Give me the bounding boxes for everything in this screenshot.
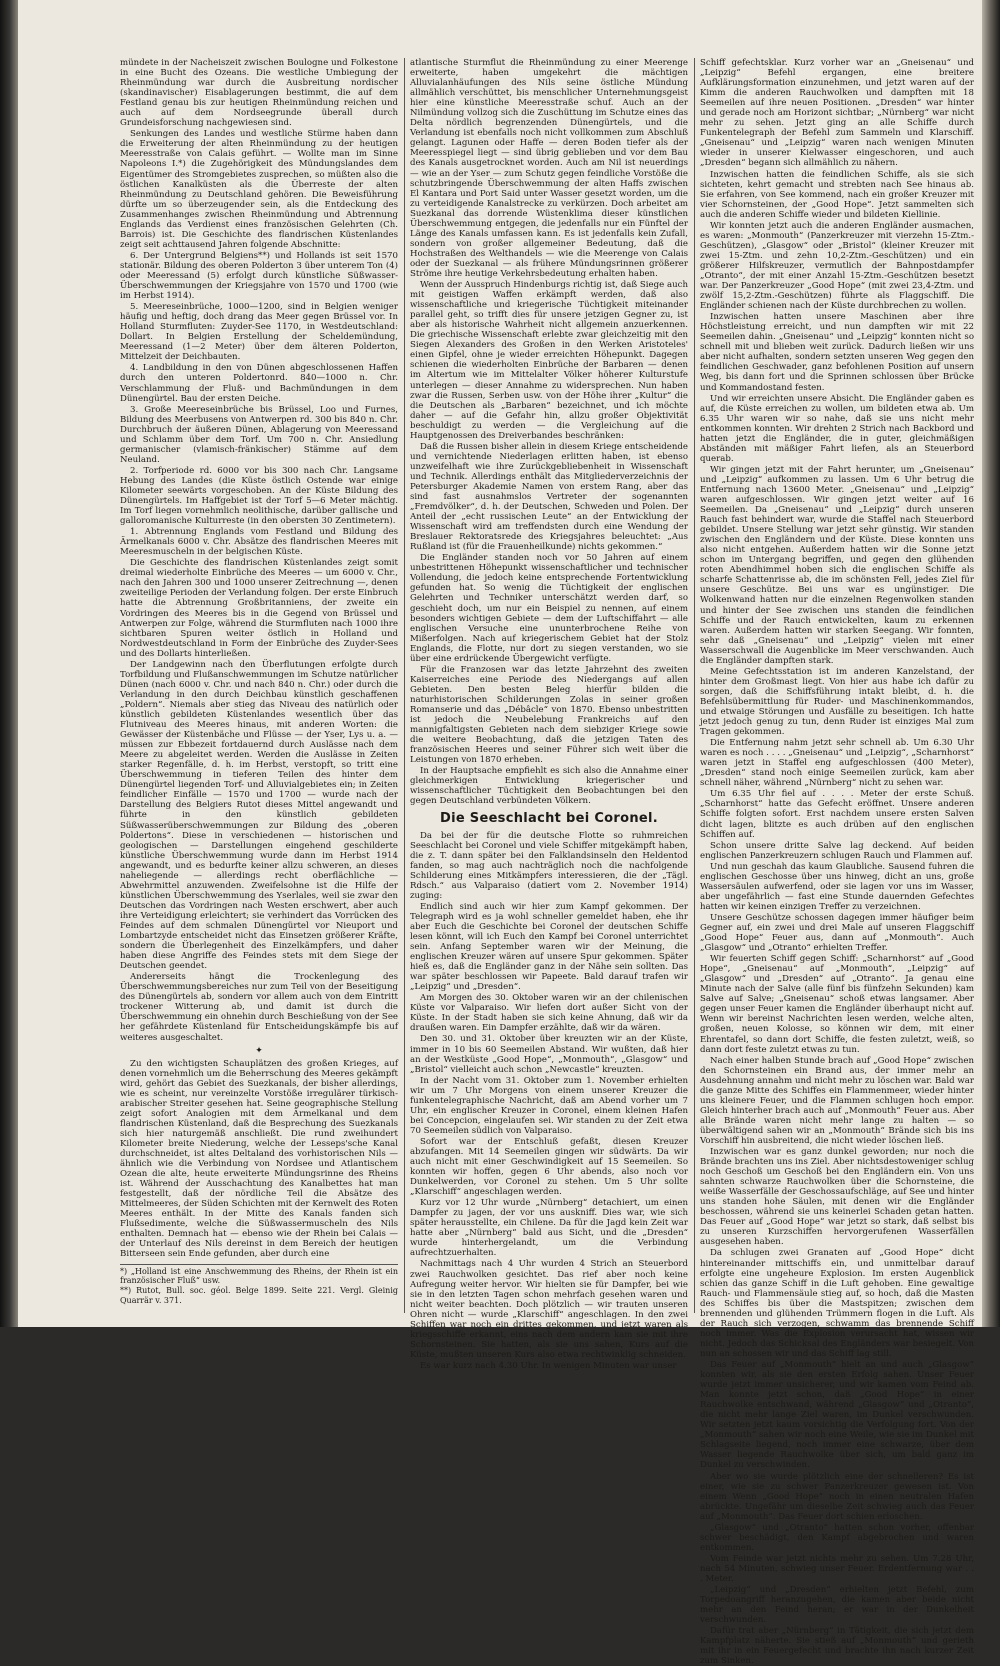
paragraph: Wir konnten jetzt auch die anderen Engländer ausmachen, es waren: „Monmouth“ (Panzerkreuzer mit vierzehn 15-Ztm.-Geschützen), „Glasgow“ oder „Bristol“ (kleiner Kreuzer mit zwei 15-Ztm. und zehn 10,2-Ztm.-Geschützen) und ein größerer Hilfskreuzer, vermutlich der Bahnpostdampfer „Otranto“, der mit einer Anzahl 15-Ztm.-Geschützen besetzt war. Der Panzerkreuzer „Good Hope“ (mit zwei 23,4-Ztm. und zwölf 15,2-Ztm.-Geschützen) führte als Flaggschiff. Die Engländer schienen nach der Küste durchbrechen zu wollen. xyxy=(700,220,974,312)
newspaper-page xyxy=(18,0,982,1666)
paragraph: Aber wo sie wurde plötzlich eine der schnelleren? Es ist einer, wie sie zu schwer Panzerkreuzer gewesen ist. Von einem Wenn „Good Hope“ noch in einen neutralen Hafen abrückte. Ungefähr um dieselbe Zeit schwieg auch das Feuer auf „Monmouth“. Das Feuer dort schien erloschen. xyxy=(700,1471,974,1522)
paragraph: Die Engländer standen noch vor 50 Jahren auf einem unbestrittenen Höhepunkt wissenschaftlicher und technischer Vollendung, die jedoch keine entsprechende Fortentwicklung gefunden hat. So wenig die Tüchtigkeit der englischen Gelehrten und Techniker unterschätzt werden darf, so geschieht doch, um nur ein Beispiel zu nennen, auf einem besonders wichtigen Gebiete — dem der Luftschiffahrt — alle englischen Versuche eine ununterbrochene Reihe von Mißerfolgen. Nach auf kriegerischem Gebiet hat der Stolz Englands, die Flotte, nur dort zu siegen verstanden, wo sie über eine erdrückende Übergewicht verfügte. xyxy=(410,553,688,664)
column-rule xyxy=(404,58,405,1313)
paragraph: atlantische Sturmflut die Rheinmündung zu einer Meerenge erweiterte, haben umgekehrt die mächtigen Alluvialanhäufungen des Nils seine östliche Mündung allmählich verschüttet, bis menschlicher Unternehmungsgeist hier eine künstliche Meeresstraße schuf. Auch an der Nilmündung vollzog sich die Zuschüttung im Schutze eines das Delta nördlich begrenzenden Dünengürtels, und die Verlandung ist ebenfalls noch nicht vollkommen zum Abschluß gelangt. Lagunen oder Haffe — deren Boden tiefer als der Meeresspiegel liegt — sind übrig geblieben und vor dem Bau des Kanals ausgetrocknet worden. Auch am Nil ist neuerdings — wie an der Yser — zum Schutz gegen feindliche Vorstöße die schutzbringende Überschwemmung der alten Haffs zwischen El Kantara und Port Said unter Wasser gesetzt worden, um die zu verteidigende Kanalstrecke zu verkürzen. Doch arbeitet am Suezkanal das dorrende Wüstenklima dieser künstlichen Überschwemmung entgegen, die jedenfalls nur ein Fünftel der Länge des Kanals umfassen kann. Es ist jedenfalls kein Zufall, sondern von großer allgemeiner Bedeutung, daß die Hochstraßen des Welthandels — wie die Meerenge von Calais oder der Suezkanal — als frühere Mündungsrinnen größerer Ströme ihre heutige Verkehrsbedeutung erhalten haben. xyxy=(410,58,688,279)
paragraph: mündete in der Nacheiszeit zwischen Boulogne und Folkestone in eine Bucht des Ozeans. Die westliche Umbiegung der Rheinmündung war durch die Ausbreitung nordischer (skandinavischer) Eisablagerungen bestimmt, die auf dem Festland genau bis zur heutigen Rheinmündung reichen und auch auf dem Nordseegrunde überall durch Grundeisforschung nachgewiesen sind. xyxy=(120,58,398,129)
column-1 xyxy=(120,58,398,1315)
paragraph: Und nun geschah das kaum Glaubliche. Sausend fuhren die englischen Geschosse über uns hinweg, dicht an uns, große Wassersäulen aufwerfend, oder sie lagen vor uns im Wasser, aber ungefährlich — fast eine Stunde dauernden Gefechtes hatten wir keinen einzigen Treffer zu verzeichnen. xyxy=(700,861,974,912)
paragraph: Um 6.35 Uhr fiel auf . . . . Meter der erste Schuß. „Scharnhorst“ hatte das Gefecht eröffnet. Unsere anderen Schiffe folgten sofort. Erst nachdem unsere ersten Salven dicht lagen, blitzte es auch drüben auf den englischen Schiffen auf. xyxy=(700,789,974,840)
paragraph: Da bei der für die deutsche Flotte so ruhmreichen Seeschlacht bei Coronel und viele Schiffer mitgekämpft haben, die z. T. dann später bei den Falklandsinseln den Heldentod fanden, so mag auch nachträglich noch die nachfolgende Schilderung eines Mitkämpfers interessieren, die der „Tägl. Rdsch.“ aus Valparaiso (datiert vom 2. November 1914) zuging: xyxy=(410,830,688,901)
paragraph: In der Hauptsache empfiehlt es sich also die Annahme einer gleichmerkigen Entwicklung kriegerischer und wissenschaftlicher Tüchtigkeit den Beobachtungen bei den gegen Deutschland verbündeten Völkern. xyxy=(410,766,688,807)
paragraph: 2. Torfperiode rd. 6000 vor bis 300 nach Chr. Langsame Hebung des Landes (die Küste östlich Ostende war einige Kilometer seewärts vorgeschoben. An der Küste Bildung des Dünengürtels. Im Haffgebiet ist der Torf 5—6 Meter mächtig. Im Torf liegen vornehmlich neolithische, darüber gallische und galloromanische Kulturreste (in den obersten 30 Zentimetern). xyxy=(120,465,398,527)
paragraph: Dafür trat aber „Nürnberg“ in Tätigkeit, die sich jetzt dem Kampfplatz näherte. Sie stieß auf „Monmouth“ und gerieth mit ihr in ein Feuergefecht und brachte ihn nach kurzer Zeit zum Sinken. xyxy=(700,1626,974,1666)
paragraph: Für die Franzosen war das letzte Jahrzehnt des zweiten Kaiserreiches eine Periode des Niedergangs auf allen Gebieten. Den besten Beleg hierfür bilden die naturhistorischen Schilderungen Zolas in seiner großen Romanserie und das „Débâcle“ von 1870. Ebenso unbestritten ist jedoch die Neubelebung Frankreichs auf den mannigfaltigsten Gebieten nach dem siebziger Kriege sowie die weitere Beobachtung, daß die jetzigen Taten des französischen Heeres und seiner Führer sich weit über die Leistungen von 1870 erheben. xyxy=(410,664,688,766)
paragraph: Wenn der Ausspruch Hindenburgs richtig ist, daß Siege auch mit geistigen Waffen erkämpft werden, daß also wissenschaftliche und kriegerische Tüchtigkeit miteinander parallel geht, so trifft dies für unsere jetzigen Gegner zu, ist aber als historische Wahrheit nicht allgemein anzuerkennen. Die griechische Wissenschaft erlebte zwar gleichzeitig mit den Siegen Alexanders des Großen in den Werken Aristoteles' einen Gipfel, ohne je wieder erreichten Höhepunkt. Dagegen schienen die wiederholten Einbrüche der Barbaren — denen im Altertum wie im Mittelalter Völker höherer Kulturstufe unterlegen — dieser Annahme zu widersprechen. Nun haben zwar die Russen, Serben usw. von der Höhe ihrer „Kultur“ die die Deutschen als „Barbaren“ bezeichnet, und ich möchte daher — auf die Gefahr hin, allzu großer Objektivität beschuldigt zu werden — die Vergleichung auf die Hauptgenossen des Dreiverbandes beschränken: xyxy=(410,280,688,441)
paragraph: 6. Der Untergrund Belgiens**) und Hollands ist seit 1570 stationär. Bildung des oberen Polderton 3 über unterem Ton (4) oder Meeressand (5) erfolgt durch künstliche Süßwasser-Überschwemmungen der Kriegsjahre von 1570 und 1700 (wie im Herbst 1914). xyxy=(120,250,398,302)
footnote: **) Rutot, Bull. soc. géol. Belge 1899. Seite 221. Vergl. Gleinig Quarrär v. 371. xyxy=(120,1286,398,1305)
paragraph: Das Feuer auf „Monmouth“ hielt an und auch „Glasgow“ konnten wir, als sie den ersten Erfolg sahen. Unser Feuer wurde jetzt immer unsicherer, und wir kamen vom Feind ab. Man konnte jetzt schon, daß „Good Hope“ in einer Rauchwolke entschwand, während „Glasgow“ und „Otranto“, die nicht mehr lange Ziel waren, im Dunkel verschwunden. Wir setzten jetzt kaum vorsichtig die Verfolgung fort. Von der „Monmouth“ sahen wir noch eine Weile, wie sie im Dunkel mit Schlagseite liegend, noch immer eine schwarze, über dem Wasser liegende Rauchwolke über sich, um bald ganz im Dunkel zu verschwinden. xyxy=(700,1360,974,1471)
paragraph: Wir gingen jetzt mit der Fahrt herunter, um „Gneisenau“ und „Leipzig“ aufkommen zu lassen. Um 6 Uhr betrug die Entfernung nach 13600 Meter. „Gneisenau“ und „Leipzig“ waren aufgeschlossen. Wir gingen jetzt weiter auf 16 Seemeilen. Da „Gneisenau“ und „Leipzig“ durch unseren Rauch fast behindert war, wurde die Staffel nach Steuerbord gebildet. Unsere Stellung war jetzt sehr günstig. Wir standen zwischen den Engländern und der Küste. Diese konnten uns also nicht entgehen. Außerdem hatten wir die Sonne jetzt schon im Untergang begriffen, und gegen den glühenden roten Abendhimmel hoben sich die englischen Schiffe als scharfe Schattenrisse ab, die im schönsten Fell, jedes Ziel für unsere Geschütze. Bei uns war es ungünstiger. Die Wolkenwand hatten nur die einzelnen Regenwolken standen und hinter der See zwischen uns standen die feindlichen Schiffe und der Rauch entwickelten, kaum zu erkennen waren. Außerdem hatten wir starken Seegang. Wir fonnten, sehr daß „Gneisenau“ und „Leipzig“ vielen mit einer Wasserschwall die Augenblicke im Meer verschwanden. Auch die Engländer dampften stark. xyxy=(700,464,974,666)
paragraph: 3. Große Meereseinbrüche bis Brüssel, Loo und Furnes, Bildung des Meerbusens von Antwerpen rd. 300 bis 840 n. Chr. Durchbruch der äußeren Dünen, Ablagerung von Meeressand und Schlamm über dem Torf. Um 700 n. Chr. Ansiedlung germanischer (vlamisch-fränkischer) Stämme auf dem Neuland. xyxy=(120,404,398,465)
paragraph: Inzwischen war es ganz dunkel geworden; nur noch die Brände brachten uns ins Ziel. Aber nichtsdestoweniger schlug noch Geschoß um Geschoß bei den Engländern ein. Von uns sahnten schwarze Rauchwolken über die Schornsteine, die weiße Wasserfälle der Geschossaufschläge, auf See und hinter uns standen hohe Säulen, mit denen wir die Engländer beschossen, während sie uns keinerlei Schaden getan hatten. Das Feuer auf „Good Hope“ war jetzt so stark, daß selbst bis zu unseren Kurzschiffen hervorgerufenen Wasserfällen ausgesehen haben. xyxy=(700,1147,974,1248)
paragraph: Vom Feinde war jetzt nichts mehr zu sehen. Um 7.28 Uhr, nach 54 Minuten, schwieg unser Feuer. Erdentfernung war . . . Meter. xyxy=(700,1553,974,1584)
paragraph: Unsere Geschütze schossen dagegen immer häufiger beim Gegner auf, ein zwei und drei Male auf unseren Flaggschiff „Good Hope“ Feuer aus, dann auf „Monmouth“. Auch „Glasgow“ und „Otranto“ erhielten Treffer. xyxy=(700,912,974,954)
paragraph: Senkungen des Landes und westliche Stürme haben dann die Erweiterung der alten Rheinmündung zu der heutigen Meeresstraße von Calais geführt. — Wollte man im Sinne Napoleons I.*) die Zugehörigkeit des Mündungslandes dem Eigentümer des Stromgebietes zusprechen, so müßten also die östlichen Kanalküsten als die Überreste der alten Rheinmündung zu Deutschland gehören. Die Beweisführung dürfte um so überzeugender sein, als die Entdeckung des Zusammenhanges zwischen Rheinmündung und Abtrennung Englands das Verdienst eines französischen Gelehrten (Ch. Barrois) ist. Die Geschichte des flandrischen Küstenlandes zeigt seit achttausend Jahren folgende Abschnitte: xyxy=(120,129,398,250)
paragraph: Andererseits hängt die Trockenlegung des Überschwemmungsbereiches nur zum Teil von der Beseitigung des Dünengürtels ab, sondern vor allem auch von dem Eintritt trockener Witterung ab, und damit ist durch die Überschwemmung ein ohnehin durch Beschießung von der See her gefährdete Küstenland für Entscheidungskämpfe bis auf weiteres ausgeschaltet. xyxy=(120,972,398,1043)
paragraph: Der Landgewinn nach den Überflutungen erfolgte durch Torfbildung und Flußanschwemmungen im Schutze natürlicher Dünen (nach 6000 v. Chr. und nach 840 n. Chr.) oder durch die Verlandung in den durch Deichbau künstlich geschaffenen „Poldern“. Niemals aber stieg das Niveau des natürlich oder künstlich gebildeten Küstenlandes wesentlich über das Flutniveau des Meeres hinaus, mit anderen Worten: die Gewässer der Küstenbäche und Flüsse — der Yser, Lys u. a. — müssen zur Ebbezeit fortdauernd durch Auslässe nach dem Meere zu abgeleitet werden. Werden die Auslässe in Zeiten starker Regenfälle, d. h. im Herbst, verstopft, so tritt eine Überschwemmung in tieferen Teilen des hinter dem Dünengürtel liegenden Torf- und Alluvialgebietes ein; in Zeiten feindlicher Einfälle — 1570 und 1700 — wurde nach der Darstellung des Belgiers Rutot dieses Mittel angewandt und führte in den künstlich gebildeten Süßwasserüberschwemmungen zur Bildung des „oberen Poldertons“. Diese in verschiedenen — historischen und geologischen — Darstellungen eingehend geschilderte künstliche Überschwemmung wurde dann im Herbst 1914 angewandt, und es bedurfte keiner allzu schweren, an dieses naheliegende — allerdings recht oberflächliche — Abwehrmittel anzuwenden. Zweifelsohne ist die Hilfe der künstlichen Überschwemmung des Yserlales, weil sie zwar den Deutschen das Vordringen nach Westen erschwert, aber auch ihre Verteidigung erleichtert; sie verhindert das Vorrücken des Feindes auf dem schmalen Dünengürtel vor Nieuport und Lombartzyde entscheidet nicht das Einsetzen größerer Kräfte, sondern die Überlegenheit des Einzelkämpfers, und daher haben diese Angriffe des Feindes stets mit dem Siege der Deutschen geendet. xyxy=(120,659,398,972)
book-binding-shadow xyxy=(0,0,18,1327)
paragraph: Endlich sind auch wir hier zum Kampf gekommen. Der Telegraph wird es ja wohl schneller gemeldet haben, ehe ihr aber Euch die Geschichte bei Coronel der deutschen Schiffe lesen könnt, will ich Euch den Kampf bei Coronel unterrichtet sein. Anfang September waren wir der Meinung, die englischen Kreuzer wären auf unsere Spur gekommen. Später hieß es, daß die Engländer ganz in der Nähe sein sollten. Das war später beschlossen wir Papeete. Bald darauf trafen wir „Leipzig“ und „Dresden“. xyxy=(410,901,688,993)
article-headline: Die Seeschlacht bei Coronel. xyxy=(440,811,658,827)
paragraph: Kurz vor 12 Uhr wurde „Nürnberg“ detachiert, um einen Dampfer zu jagen, der vor uns auskniff. Dies war, wie sich später herausstellte, ein Chilene. Da für die Jagd kein Zeit war hatte aber „Nürnberg“ bald aus Sicht, und die „Dresden“ wurde hinterhergelandt, um die Verbindung aufrechtzuerhalten. xyxy=(410,1198,688,1259)
footnote: *) „Holland ist eine Anschwemmung des Rheins, der Rhein ist ein französischer Fluß“ usw. xyxy=(120,1266,398,1285)
paragraph: In der Nacht vom 31. Oktober zum 1. November erhielten wir um 7 Uhr Morgens von einem unserer Kreuzer die funkentelegraphische Nachricht, daß am Abend vorher um 7 Uhr, ein englischer Kreuzer in Coronel, einem kleinen Hafen bei Concepcion, eingelaufen sei. Wir standen zu der Zeit etwa 70 Seemeilen südlich von Valparaiso. xyxy=(410,1075,688,1136)
paragraph: Sofort war der Entschluß gefaßt, diesen Kreuzer abzufangen. Mit 14 Seemeilen gingen wir südwärts. Da wir auch nicht mit einer Geschwindigkeit auf 15 Seemeilen. So konnten wir hoffen, gegen 6 Uhr abends, also noch vor Dunkelwerden, vor Coronel zu stehen. Um 5 Uhr sollte „Klarschiff“ angeschlagen werden. xyxy=(410,1136,688,1198)
paragraph: 4. Landbildung in den von Dünen abgeschlossenen Haffen durch den unteren Poldertonrd. 840—1000 n. Chr. Verschlammung der Fluß- und Bachmündungen in dem Dünengürtel. Bau der ersten Deiche. xyxy=(120,363,398,404)
paragraph: Schiff gefechtsklar. Kurz vorher war an „Gneisenau“ und „Leipzig“ Befehl ergangen, eine breitere Aufklärungsformation einzunehmen, und jetzt waren auf der Kimm die anderen Rauchwolken und dampften mit 18 Seemeilen auf ihre neuen Positionen. „Dresden“ war hinter und gerade noch am Horizont sichtbar; „Nürnberg“ war nicht mehr zu sehen. Jetzt ging an alle Schiffe durch Funkentelegraph der Befehl zum Sammeln und Klarschiff. „Gneisenau“ und „Leipzig“ waren nach wenigen Minuten wieder in unserer Kielwasser eingeschoren, und auch „Dresden“ begann sich allmählich zu nähern. xyxy=(700,58,974,169)
paragraph: Zu den wichtigsten Schauplätzen des großen Krieges, auf denen vornehmlich um die Beherrschung des Meeres gekämpft wird, gehört das Gebiet des Suezkanals, der bisher allerdings, wie es scheint, nur vereinzelte Vorstöße irregulärer türkisch-arabischer Streiter gesehen hat. Seine geographische Stellung zeigt sofort Analogien mit dem Ärmelkanal und dem flandrischen Küstenland, daß die Besprechung des Suezkanals sich hier naturgemäß anschließt. Die rund zweihundert Kilometer breite Niederung, welche der Lesseps'sche Kanal durchschneidet, ist altes Deltaland des vorhistorischen Nils — ähnlich wie die Verbindung von Nordsee und Atlantischem Ozean die alte, heute erweiterte Mündungsrinne des Rheins ist. Während der Ausschachtung des Kanalbettes hat man festgestellt, daß der nördliche Teil die Absätze des Mittelmeeres, der Süden Schichten mit der Kernwelt des Roten Meeres enthält. In der Mitte des Kanals fanden sich Flußsedimente, welche die Süßwassermuscheln des Nils enthalten. Demnach hat — ebenso wie der Rhein bei Calais — der Unterlauf des Nils dereinst in dem Bereich der heutigen Bitterseen sein Ende gefunden, aber durch eine xyxy=(120,1058,398,1260)
paragraph: Die Entfernung nahm jetzt sehr schnell ab. Um 6.30 Uhr waren es noch . . . . „Gneisenau“ und „Leipzig“, „Scharnhorst“ waren jetzt in Staffel eng aufgeschlossen (400 Meter), „Dresden“ stand noch einige Seemeilen zurück, kam aber schnell näher, während „Nürnberg“ nicht zu sehen war. xyxy=(700,738,974,789)
paragraph: Es war kurz nach 4.30 Uhr. In wenigen Minuten war unser xyxy=(420,1360,677,1371)
paragraph: Nachmittags nach 4 Uhr wurden 4 Strich an Steuerbord zwei Rauchwolken gesichtet. Das rief aber noch keine Aufregung weiter hervor. Wir hielten sie für Dampfer, bei wie sie in den letzten Tagen schon mehrfach gesehen waren und nicht weiter beachten. Doch plötzlich — wir trauten unseren Ohren nicht — wurde „Klarschiff“ angeschlagen. In den zwei Schiffen war noch ein drittes gekommen, und jetzt waren als kriegsschiffe erkannt, eins nach dem andern kam sie mit ihre Schornsteinen. Sie hatten, als sie uns sahen, Kurs auf die Küste, mußten unseren Kurs also etwa rechtwinklig schneiden. xyxy=(410,1259,688,1360)
paragraph: „Leipzig“ und „Dresden“ erhielten jetzt Befehl, zum Torpedoangriff heranzugehen, die kamen aber beide nicht mehr an den Feind heran; er war in der Dunkelheit verschwunden. xyxy=(700,1585,974,1626)
paragraph: Am Morgen des 30. Oktober waren wir an der chilenischen Küste vor Valparaiso. Wir liefen dort außer Sicht von der Küste. In der Stadt haben sie sich keine Ahnung, daß wir da draußen waren. Ein Dampfer erzählte, daß wir da wären. xyxy=(410,993,688,1034)
paragraph: Nach einer halben Stunde brach auf „Good Hope“ zwischen den Schornsteinen ein Brand aus, der immer mehr an Ausdehnung annahm und nicht mehr zu löschen war. Bald war die ganze Mitte des Schiffes ein Flammenmeer, wieder hinter uns kleinere Feuer, und die Flammen schlugen hoch empor. Gleich hinterher brach auch auf „Monmouth“ Feuer aus. Aber alle Brände waren nicht mehr lange zu halten — so überwältigend sahen wir an „Monmouth“ Brände sich bis ins Vorschiff hin ausbreitend, die nicht wieder löschen ließ. xyxy=(700,1055,974,1146)
paragraph: Wir feuerten Schiff gegen Schiff: „Scharnhorst“ auf „Good Hope“, „Gneisenau“ auf „Monmouth“, „Leipzig“ auf „Glasgow“ und „Dresden“ auf „Otranto“. Ja genau eine Minute nach der Salve (alle fünf bis fünfzehn Sekunden) kam Salve auf Salve; „Gneisenau“ schoß etwas langsamer. Aber gegen unser Feuer kamen die Engländer überhaupt nicht auf. Wenn wir bereinst Nachrichten lesen werden, welche alten, großen, neuen Kolosse, so können wir dem, mit einer Ehrentafel, so dann dort Schiffe, die festen zuletzt, weiß, so dann dort feste zuletzt etwas zu tun. xyxy=(700,954,974,1055)
paragraph: „Glasgow“ und „Otranto“ hatten schon vorher, offenbar schwer beschädigt, den Kampf abgebrochen und waren entkommen. xyxy=(700,1522,974,1553)
paragraph: Meine Gefechtsstation ist im anderen Kanzelstand, der hinter dem Großmast liegt. Von hier aus habe ich dafür zu sorgen, daß die Schiffsführung intakt bleibt, d. h. die Befehlsübermittlung für Ruder- und Maschinenkommandos, und etwaige Störungen und Ausfälle zu beseitigen. Ich hatte jetzt jedoch genug zu tun, denn Ruder ist einziges Mal zum Tragen gekommen. xyxy=(700,666,974,738)
paragraph: Den 30. und 31. Oktober über kreuzten wir an der Küste, immer in 10 bis 60 Seemeilen Abstand. Wir wußten, daß hier an der Westküste „Good Hope“, „Monmouth“, „Glasgow“ und „Bristol“ vielleicht auch schon „Newcastle“ kreuzten. xyxy=(410,1034,688,1075)
paragraph: Inzwischen hatten die feindlichen Schiffe, als sie sich sichteten, kehrt gemacht und strebten nach See hinaus ab. Sie erfahren, von See kommend, nach ein großer Kreuzer mit vier Schornsteinen, der „Good Hope“. Jetzt sammelten sich auch die anderen Schiffe wieder und bildeten Kiellinie. xyxy=(700,169,974,220)
column-3 xyxy=(700,58,974,1666)
page-edge-shadow xyxy=(982,0,1000,1327)
footnotes xyxy=(120,1264,398,1306)
column-2 xyxy=(410,58,688,1371)
section-separator: ✦ xyxy=(255,1045,263,1056)
column-rule xyxy=(694,58,695,1313)
paragraph: Und wir erreichten unsere Absicht. Die Engländer gaben es auf, die Küste erreichen zu wollen, um bildeten etwa ab. Um 6.35 Uhr waren wir so nahe, daß sie uns nicht mehr entkommen konnten. Wir drehten 2 Strich nach Backbord und hatten jetzt die Engländer, die in guter, gleichmäßigen Abständen mit mäßiger Fahrt liefen, als an Steuerbord querab. xyxy=(700,393,974,464)
paragraph: Schon unsere dritte Salve lag deckend. Auf beiden englischen Panzerkreuzern schlugen Rauch und Flammen auf. xyxy=(700,840,974,861)
paragraph: 5. Meereseinbrüche, 1000—1200, sind in Belgien weniger häufig und heftig, doch drang das Meer gegen Brüssel vor. In Holland Sturmfluten: Zuyder-See 1170, in Westdeutschland: Dollart. In Belgien Erstellung der Scheldemündung, Meeressand (1—2 Meter) über dem älteren Polderton, Mittelzeit der Deichbauten. xyxy=(120,302,398,363)
paragraph: 1. Abtrennung Englands vom Festland und Bildung des Ärmelkanals 6000 v. Chr. Absätze des flandrischen Meeres mit Meeresmuscheln in der belgischen Küste. xyxy=(120,527,398,558)
paragraph: Da schlugen zwei Granaten auf „Good Hope“ dicht hintereinander mittschiffs ein, und unmittelbar darauf erfolgte eine ungeheure Explosion. Im ersten Augenblick schien das ganze Schiff in die Luft gehoben. Eine gewaltige Rauch- und Flammensäule stieg auf, so hoch, daß die Masten des Schiffes bis über die Mastspitzen; zwischen dem brennenden und glühenden Trümmern flogen in die Luft. Als der Rauch sich verzogen, schwamm das brennende Schiff noch immer. Was die Explosion verursacht hat, wissen wir nicht. Jedoch das Schicksal des Engländers war besiegelt. Von nun an schossen wir und das Schiff lag still. xyxy=(700,1248,974,1359)
paragraph: Die Geschichte des flandrischen Küstenlandes zeigt somit dreimal wiederholte Einbrüche des Meeres — um 6000 v. Chr., nach den Jahren 300 und 1000 unserer Zeitrechnung —, denen zweiteilige Perioden der Verlandung folgen. Der erste Einbruch hatte die Abtrennung Großbritanniens, der zweite ein Vordringen des Meeres bis in die Gegend von Brüssel und Antwerpen zur Folge, während die Sturmfluten nach 1000 ihre sichtbaren Spuren weiter östlich in Holland und Nordwestdeutschland in Form der Einbrüche des Zuyder-Sees und des Dollarts hinterließen. xyxy=(120,558,398,659)
paragraph: Inzwischen hatten unsere Maschinen aber ihre Höchstleistung erreicht, und nun dampften wir mit 22 Seemeilen dahin. „Gneisenau“ und „Leipzig“ konnten nicht so schnell mit und blieben weit zurück. Dadurch ließen wir uns aber nicht aufhalten, sondern setzten unseren Weg gegen den feindlichen Geschwader, ganz befohlenen Position auf unsern Weg, bis dann fort und die Sprinnen schlossen über Brücke und Kommandostand festen. xyxy=(700,312,974,393)
paragraph: Daß die Russen bisher allein in diesem Kriege entscheidende und vernichtende Niederlagen erlitten haben, ist ebenso unzweifelhaft wie ihre Zurückgebliebenheit in Wissenschaft und Technik. Allerdings enthält das Mitgliederverzeichnis der Petersburger Akademie Namen von erstem Rang, aber das sind fast ausnahmslos Vertreter der sogenannten „Fremdvölker“, d. h. der Deutschen, Schweden und Polen. Der Anteil der „echt russischen Leute“ an der Entwicklung der Wissenschaft wird am treffendsten durch eine Wendung der Breslauer Rektoratsrede des Kriegsjahres beleuchtet: „Aus Rußland ist (für die Frauenheilkunde) nichts gekommen.“ xyxy=(410,441,688,553)
